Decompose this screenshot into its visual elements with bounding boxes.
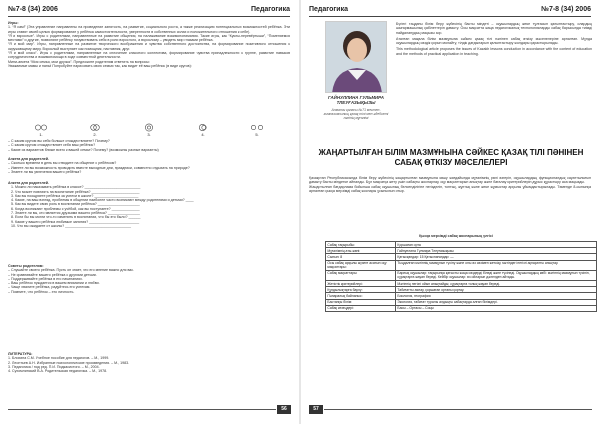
abstract-paragraph: Аталған мақала білім мазмұнына сәйкес қазақ тілі пәнінен сабақ өткізу мәселелеріне арналған. Мұнда оқушылардың сөздік қорын молайту, тілдік дағдыларын қалыптастыру жолдары қарастырылады. — [396, 36, 592, 46]
question-item: – Сколько времени в день вы отводите на общение с ребёнком? — [8, 161, 117, 166]
right-page-number: 57 — [309, 405, 323, 414]
survey-item: 10. Что вы ожидаете от школы? _________________________________ — [11, 223, 132, 228]
figure-option-label: 1. — [39, 132, 43, 137]
circles-1-icon — [34, 123, 48, 132]
lesson-plan-table — [325, 241, 597, 312]
survey-item: 6. Когда возникают проблемы с учёбой, как вы поступаете? ______________ — [11, 206, 140, 211]
figure-option-4 — [188, 123, 218, 137]
table-value: Қоршаған орта — [396, 242, 597, 248]
left-footer-rule — [8, 409, 276, 410]
table-key: Бастапқы білім: — [326, 299, 396, 305]
advice-item: – Не сравнивайте вашего ребёнка с другими детьми. — [8, 272, 97, 277]
question-item: – Имеете ли вы возможность проводить вместе выходные дни, праздники, совместно отдыхать на природе? — [8, 165, 190, 170]
survey-item: 2. Что может повлиять на воспитание ребёнка? ________________________ — [11, 189, 140, 194]
circles-5-icon — [250, 123, 264, 132]
right-section-label: Педагогика — [309, 6, 348, 13]
left-intro-text — [8, 21, 290, 121]
author-photo — [325, 21, 387, 93]
table-row — [326, 305, 597, 311]
table-row — [326, 260, 597, 270]
reference-item: 3. Педагогика / под ред. П.И. Пидкасистого. – М., 2004. — [8, 364, 100, 369]
right-footer-rule — [324, 409, 592, 410]
right-header-rule — [309, 16, 591, 17]
left-issue-label: №7-8 (34) 2006 — [8, 6, 58, 13]
abstract-paragraph: Бүгінгі таңдағы білім беру жүйесінің басты міндеті – оқушылардың жеке тұлғасын қалыптастыру, олардың шығармашылық қабілеттерін дамыту. Осы мақсатта жаңа педагогикалық технологияларды сабақ барысында тиімді пайдаланудың маңызы зор. — [396, 22, 592, 35]
intro-paragraph: Игры: — [8, 21, 19, 25]
figure-option-label: 5. — [255, 132, 259, 137]
right-abstracts — [396, 22, 592, 140]
left-page — [0, 0, 299, 424]
reference-item: 4. Сухомлинский В.А. Родительская педагогика. – М., 1978. — [8, 369, 108, 374]
table-key: Сабақ мақсаттары: — [326, 270, 396, 280]
parent-questions — [8, 157, 290, 177]
table-value: Қатысқандар: 15 Қатыспағандар: — — [396, 254, 597, 260]
table-value: Басы – Ортасы – Соңы — [396, 305, 597, 311]
figure-option-label: 3. — [147, 132, 151, 137]
circles-2-icon — [88, 123, 102, 132]
reference-item: 1. Блохина С.М. Учебное пособие для педагогов. – М., 1999. — [8, 356, 110, 361]
table-value: Тыңдалған мәтіннің мазмұнын түсіну және оны өз сөзімен жеткізу, мәтіндегі негізгі ақпаратты анықтау. — [396, 260, 597, 270]
figure-option-5 — [242, 123, 272, 137]
left-page-number: 56 — [277, 405, 291, 414]
references-title: ЛИТЕРАТУРА: — [8, 352, 33, 356]
survey-item: 9. Какие у вашего ребёнка любимые занятия? _________________________ — [11, 219, 140, 224]
author-info: Алматы қаласы №71 мектеп-гимназиясының қазақ тілі мен әдебиеті пәнінің мұғалімі — [323, 108, 389, 120]
table-key: Сынып: 8 — [326, 254, 396, 260]
article-title: ЖАҢАРТЫЛҒАН БІЛІМ МАЗМҰНЫНА СӘЙКЕС ҚАЗАҚ ТІЛІ ПӘНІНЕН САБАҚ ӨТКІЗУ МӘСЕЛЕЛЕРІ — [318, 148, 584, 167]
survey-item: 8. Если бы вы могли что-то изменить в воспитании, что бы это было? ______ — [11, 215, 141, 220]
figure-option-label: 4. — [201, 132, 205, 137]
table-key: Пәнаралық байланыс: — [326, 293, 396, 299]
survey-item: 5. Как вы видите свою роль в воспитании ребёнка? _____________________ — [11, 202, 140, 207]
table-key: Құндылықтарға баулу: — [326, 287, 396, 293]
survey-title: Анкета для родителей. — [8, 181, 49, 185]
left-header-rule — [8, 16, 290, 17]
table-caption: Қысқа мерзімді сабақ жоспарының үлгісі — [419, 234, 493, 238]
table-value: Биология, география — [396, 293, 597, 299]
table-key: Сабақ тақырыбы: — [326, 242, 396, 248]
body-paragraph: Қазақстан Республикасында білім беру жүйесінің жаңартылған мазмұнына көшу жағдайында мұғалімнің рөлі өзгеріп, оқушылардың функционалдық сауаттылығын дамыту басты міндетке айналды. Бұл мақсатқа жету үшін сабақты жоспарлау, оқу мақсаттарын анықтау және бағалау критерийлерін дұрыс құрастыру аса маңызды. — [309, 176, 591, 185]
intro-paragraph: “Я и мой класс”. Игры с родителями, направленные на сплочение классного коллектива, формирование чувства принадлежности к группе, развитие навыков сотрудничества и взаимопомощи в ходе совместной деятельности. — [8, 51, 290, 60]
survey-item: 1. Можно ли наказывать ребёнка в классе? ____________________________ — [11, 185, 141, 190]
table-value: Барлық оқушылар: тақырыпқа қатысты жаңа сөздерді біледі және түсінеді. Оқушылардың көбі: мәтіннің мазмұнын түсініп, сұрақтарға жауап береді. Кейбір оқушылар: өз ойларын дәлелдеп айтады. — [396, 270, 597, 280]
advice-item: – Слушайте своего ребёнка. Пусть он знает, что его мнение важно для вас. — [8, 268, 135, 273]
circles-figure — [22, 123, 282, 137]
right-page — [301, 0, 600, 424]
table-value: Табиғатты аялау, қоршаған ортаны қорғау. — [396, 287, 597, 293]
survey-item: 4. Какие, на ваш взгляд, проблемы в общении наиболее часто возникают между родителями и детьми? ____ — [11, 198, 194, 203]
intro-paragraph: Мини-анкета “Моя семья, мои друзья”. Предложите родителям ответить на вопросы: — [8, 59, 150, 64]
table-key: Жетістік критерийлері: — [326, 280, 396, 286]
figure-questions — [8, 139, 290, 153]
table-value: Экология, табиғат туралы алдыңғы сабақтарда алған білімдері. — [396, 299, 597, 305]
question-item: – Знаете ли вы увлечения вашего ребёнка? — [8, 169, 82, 174]
questions-title: Анкета для родителей. — [8, 157, 49, 161]
advice-item: – Помните, что ребёнок – это личность. — [8, 289, 75, 294]
right-issue-label: №7-8 (34) 2006 — [541, 6, 591, 13]
body-paragraph: Жаңартылған бағдарлама бойынша сабақ оқушының белсенділігіне негізделіп, топтық, жұптық және жеке жұмыстар арқылы ұйымдастырылады. Төменде 8-сыныпқа арналған қысқа мерзімді сабақ жоспары ұсынылып отыр. — [309, 184, 591, 193]
references — [8, 352, 290, 394]
advice-item: – Ваш ребёнок нуждается в вашем внимании и любви. — [8, 281, 100, 286]
advice-item: – Поддерживайте ребёнка в его начинаниях. — [8, 276, 83, 281]
article-body — [309, 176, 591, 232]
figure-option-3 — [134, 123, 164, 137]
advice-title: Советы родителям: — [8, 264, 44, 268]
figure-question: – С каким кругом вы себя больше отождествляете? Почему? — [8, 139, 110, 143]
author-name: ГАЙНУЛЛИНА ГУЛЬМИРА ТЛЕУҒАЗЫҚЫЗЫ — [328, 95, 384, 105]
survey-item: 3. Как вы поощряете ребёнка за успехи в школе? ______________________ — [11, 193, 139, 198]
figure-option-1 — [26, 123, 56, 137]
table-value: Мәтіннің негізгі ойын анықтайды; сұрақтарға толық жауап береді. — [396, 280, 597, 286]
figure-question: – Какие из вариантов ближе всего к вашей семье? Почему? (возможны разные варианты) — [8, 147, 159, 152]
table-row — [326, 270, 597, 280]
figure-option-label: 2. — [93, 132, 97, 137]
reference-item: 2. Леонтьев А.Н. Избранные психологические произведения. – М., 1983. — [8, 360, 130, 365]
table-key: Осы сабақ арқылы жүзеге асатын оқу мақсаттары: — [326, 260, 396, 270]
circles-4-icon — [196, 123, 210, 132]
figure-question: – С каким кругом отождествляет себя ваш ребёнок? — [8, 143, 96, 148]
parent-survey — [8, 181, 290, 229]
survey-item: 7. Знаете ли вы, кто является друзьями вашего ребёнка? ________________ — [11, 211, 140, 216]
intro-paragraph: “Я и взрослые”. Игры с родителями, направленные на развитие общения, на налаживание взаимопонимания. Такие игры, как “Куклы-перевёртыши”, “Поменяемся местами” и другие, позволяют ребёнку почувствовать себя в роли взрослого, а взрослому – увидеть мир глазами ребёнка. — [8, 33, 290, 43]
table-value: Гайнуллина Гүлмира Тлеуғазықызы — [396, 248, 597, 254]
intro-paragraph: 1. “Я сам!” (Эта управление направлены на проведение занятость, на развитие, социального роста, а также реализацию потенциальных возможностей ребёнка. Эти игры ставят своей целью формирование у ребёнка самостоятельности, уверенности в собственных силах и положительного отношения к себе). — [8, 25, 290, 34]
table-key: Сабақ кезеңдері: — [326, 305, 396, 311]
circles-3-icon — [142, 123, 156, 132]
abstract-paragraph: This methodological article proposes the issues of Kazakh lessons conduction in accordance with the content of education and the methods of practical application in teaching. — [396, 47, 592, 56]
figure-option-2 — [80, 123, 110, 137]
intro-paragraph: “Я и мой мир”. Игры, направленные на развитие творческого воображения и чувства собственного достоинства, на формирование позитивного отношения к окружающему миру. Взрослый выступает как помощник, наставник, друг. — [8, 42, 290, 51]
intro-paragraph: Уважаемые мамы и папы! Попробуйте нарисовать свою семью так, как видит её ваш ребёнок (в виде кругов): — [8, 63, 192, 68]
left-section-label: Педагогика — [251, 6, 290, 13]
parent-advice — [8, 264, 290, 324]
advice-item: – Чаще хвалите ребёнка, радуйтесь его успехам. — [8, 285, 91, 290]
author-portrait-icon — [326, 22, 387, 93]
table-key: Мұғалімнің аты-жөні: — [326, 248, 396, 254]
